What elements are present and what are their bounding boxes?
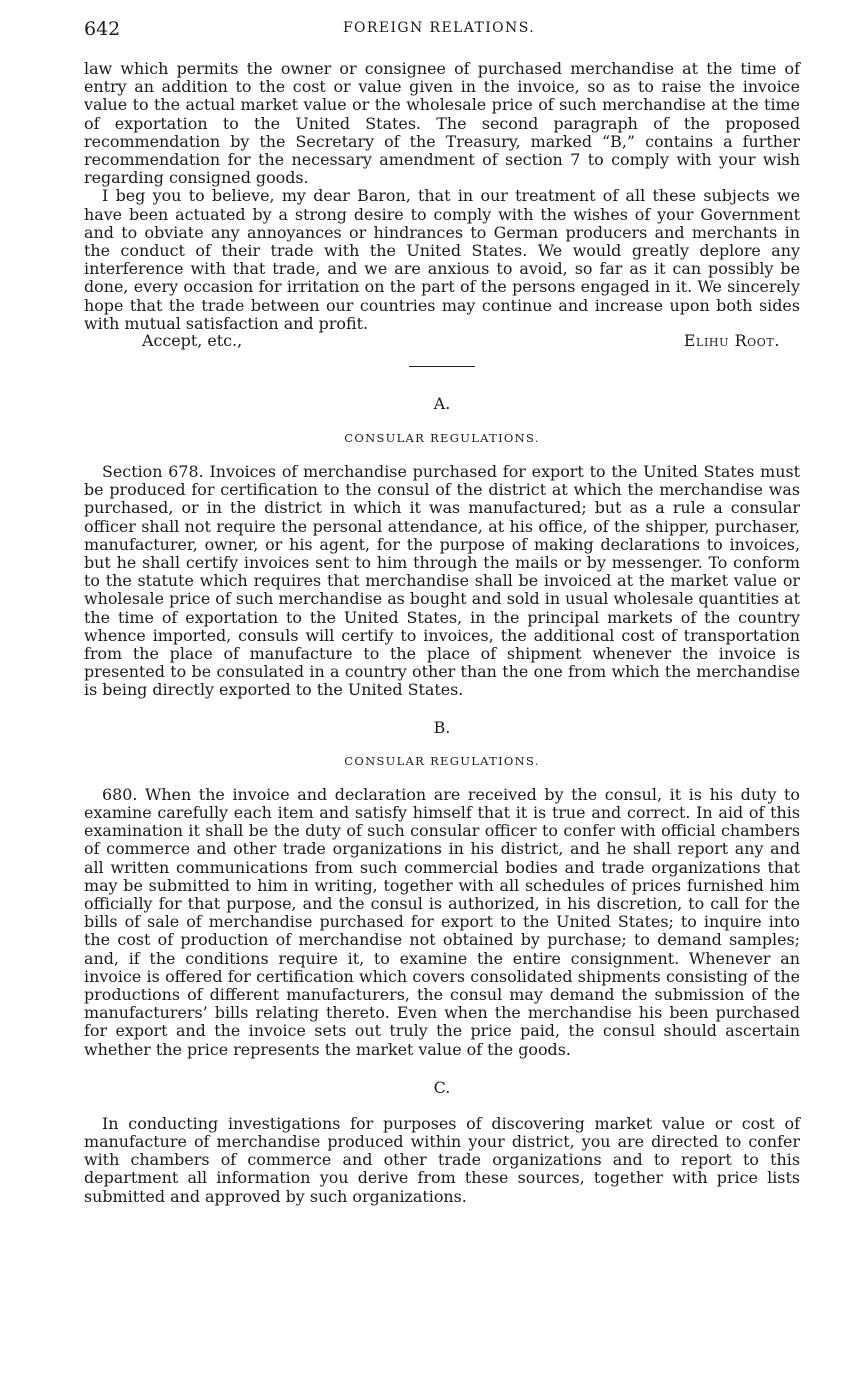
section-divider (409, 366, 475, 367)
complimentary-close: Accept, etc., (142, 331, 243, 351)
page-body (84, 60, 800, 1206)
letter-paragraph: I beg you to believe, my dear Baron, that in our treatment of all these subjects we have been actuated by a strong desire to comply with the wishes of your Government and to obviate any annoyances or hindrances to German producers and merchants in the conduct of their trade with the United States. We would greatly deplore any interference with that trade, and we are anxious to avoid, so far as it can possibly be done, every occasion for irritation on the part of the persons engaged in it. We sincerely hope that the trade between our countries may continue and increase upon both sides with mutual satisfaction and profit. (84, 186, 800, 333)
signature: Elihu Root. (683, 331, 780, 351)
letter-paragraph-continued: law which permits the owner or consignee of purchased merchandise at the time of entry an addition to the cost or value given in the invoice, so as to raise the invoice value to the actual market value or the wholesale price of such merchandise at the time of exportation to the United States. The second paragraph of the proposed recommendation by the Secretary of the Treasury, marked “B,” contains a further recommendation for the necessary amendment of section 7 to comply with your wish regarding consigned goods. (84, 59, 800, 188)
letter-closing (84, 332, 800, 352)
running-head: FOREIGN RELATIONS. (342, 20, 536, 36)
section-a-heading: CONSULAR REGULATIONS. (344, 431, 540, 446)
section-c-text: In conducting investigations for purposes of discovering market value or cost of manufacture of merchandise produced within your district, you are directed to confer with chambers of commerce and other trade organizations and to report to this department all information you derive from these sources, together with price lists submitted and approved by such organizations. (84, 1113, 800, 1206)
page-header (84, 18, 794, 48)
section-b-heading: CONSULAR REGULATIONS. (344, 753, 540, 768)
section-a-letter: A. (433, 394, 451, 414)
section-b-text: 680. When the invoice and declaration are received by the consul, it is his duty to examine carefully each item and satisfy himself that it is true and correct. In aid of this examination it shall be the duty of such consular officer to confer with official chambers of commerce and other trade organizations in his district, and he shall report any and all written communications from such commercial bodies and trade organizations that may be submitted to him in writing, together with all schedules of prices furnished him officially for that purpose, and the consul is authorized, in his discretion, to call for the bills of sale of merchandise purchased for export to the United States; to inquire into the cost of production of merchandise not obtained by purchase; to demand samples; and, if the conditions require it, to examine the entire consignment. Whenever an invoice is offered for certification which covers consolidated shipments consisting of the productions of different manufacturers, the consul may demand the submission of the manufacturers’ bills relating thereto. Even when the merchandise his been purchased for export and the invoice sets out truly the price paid, the consul should ascertain whether the price represents the market value of the goods. (84, 784, 800, 1059)
page-number: 642 (84, 18, 121, 40)
section-a-text: Section 678. Invoices of merchandise purchased for export to the United States must be produced for certification to the consul of the district at which the merchandise was purchased, or in the district in which it was manufactured; but as a rule a consular officer shall not require the personal attendance, at his office, of the shipper, purchaser, manufacturer, owner, or his agent, for the purpose of making declarations to invoices, but he shall certify invoices sent to him through the mails or by messenger. To conform to the statute which requires that merchandise shall be invoiced at the market value or wholesale price of such merchandise as bought and sold in usual wholesale quantities at the time of exportation to the United States, in the principal markets of the country whence imported, consuls will certify to invoices, the additional cost of transportation from the place of manufacture to the place of shipment whenever the invoice is presented to be consulated in a country other than the one from which the merchandise is being directly exported to the United States. (84, 462, 800, 700)
section-c-letter: C. (433, 1077, 451, 1097)
section-b-letter: B. (433, 717, 451, 737)
